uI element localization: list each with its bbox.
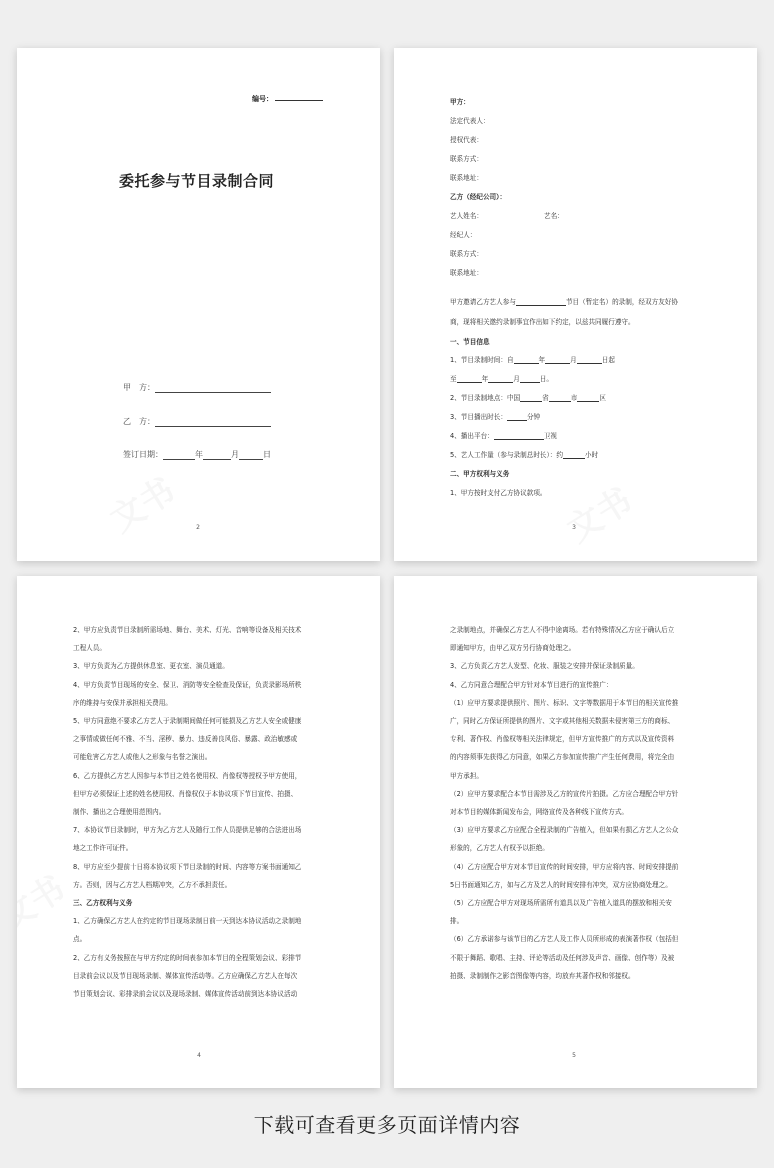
item-text: 市 bbox=[570, 394, 578, 402]
text-line: 即通知甲方，由甲乙双方另行协商处理之。 bbox=[450, 644, 576, 653]
footer-caption: 下载可查看更多页面详情内容 bbox=[253, 1113, 521, 1137]
page-number: 4 bbox=[197, 1052, 201, 1059]
agent-label: 经纪人： bbox=[450, 231, 477, 239]
text-line: 4、乙方同意合理配合甲方针对本节目进行的宣传推广： bbox=[450, 680, 613, 689]
contract-code bbox=[252, 94, 323, 104]
item-text: 2、节目录制地点：中国 bbox=[450, 394, 521, 402]
item-6: 1、甲方按时支付乙方协议款项。 bbox=[450, 489, 547, 497]
year-blank[interactable] bbox=[163, 450, 195, 460]
contact-label-b: 联系方式： bbox=[450, 250, 483, 258]
item-1-end bbox=[450, 375, 553, 383]
item-text: 3、节目播出时长： bbox=[450, 413, 507, 421]
text-line: （5）乙方应配合甲方对现场所需所有道具以及广告植入道具的摆放和相关安 bbox=[450, 899, 672, 907]
text-line: 形象的，乙方艺人有权予以拒绝。 bbox=[450, 844, 549, 853]
item-text: 月 bbox=[513, 375, 520, 383]
text-line: 6、乙方提供乙方艺人因参与本节目之姓名使用权、肖像权等授权予甲方使用， bbox=[73, 771, 302, 780]
code-label: 编号： bbox=[252, 95, 273, 103]
address-label: 联系地址： bbox=[450, 174, 483, 182]
day-blank[interactable] bbox=[239, 450, 263, 460]
sign-date-label: 签订日期： bbox=[123, 450, 163, 459]
item-text: 省 bbox=[542, 394, 549, 402]
item-5 bbox=[450, 451, 598, 459]
item-text: 4、播出平台： bbox=[450, 432, 494, 440]
text-line: 不限于舞蹈、歌唱、主持、评论等活动及任何涉及声音、画像、创作等）及被 bbox=[450, 953, 675, 962]
page-number: 3 bbox=[572, 524, 576, 531]
party-a-heading: 甲方： bbox=[450, 98, 470, 106]
item-text: 月 bbox=[570, 356, 577, 364]
text-line: （6）乙方承诺参与该节目的乙方艺人及工作人员所形成的表演著作权（包括但 bbox=[450, 935, 679, 944]
month-blank[interactable] bbox=[203, 450, 231, 460]
item-text: 1、节目录制时间：自 bbox=[450, 356, 514, 364]
item-4 bbox=[450, 432, 557, 440]
blank[interactable] bbox=[457, 375, 482, 383]
item-text: 至 bbox=[450, 375, 457, 383]
page-5 bbox=[394, 576, 757, 1088]
section-heading: 三、乙方权利与义务 bbox=[73, 899, 133, 907]
blank[interactable] bbox=[494, 432, 544, 440]
party-a-blank[interactable] bbox=[155, 383, 271, 393]
text-line: 的内容须事先获得乙方同意，如果乙方参加宣传推广产生任何费用，将完全由 bbox=[450, 753, 675, 762]
text-line: 序的维持与安保并承担相关费用。 bbox=[73, 698, 172, 707]
item-1 bbox=[450, 356, 615, 364]
text-line: 3、甲方负责为乙方提供休息室、更衣室、演员通道。 bbox=[73, 662, 229, 671]
party-b-row bbox=[123, 416, 271, 427]
party-b-label: 乙 方： bbox=[123, 417, 155, 426]
sign-date-row bbox=[123, 449, 271, 460]
blank[interactable] bbox=[577, 394, 599, 402]
code-blank[interactable] bbox=[275, 100, 323, 101]
party-a-label: 甲 方： bbox=[123, 383, 155, 392]
text-line: 7、本协议节目录制时，甲方为乙方艺人及随行工作人员提供足够的合法进出场 bbox=[73, 826, 302, 835]
blank[interactable] bbox=[549, 394, 571, 402]
year-label: 年 bbox=[195, 450, 203, 459]
text-line: 对本节目的媒体新闻发布会，网络宣传及各种线下宣传方式。 bbox=[450, 808, 629, 816]
text-line: 之事情或做任何不雅、不当、淫秽、暴力、违反善良风俗、暴露、政治敏感或 bbox=[73, 735, 298, 744]
blank[interactable] bbox=[520, 375, 540, 383]
party-b-heading: 乙方（经纪公司）： bbox=[450, 193, 507, 201]
blank[interactable] bbox=[563, 451, 585, 459]
text-line: 3、乙方负责乙方艺人发型、化妆、服装之安排并保证录制质量。 bbox=[450, 662, 639, 671]
item-text: 年 bbox=[538, 356, 546, 364]
text-line: 工程人员。 bbox=[73, 644, 106, 653]
text-line: 方。否则，因与乙方艺人档期冲突，乙方不承担责任。 bbox=[73, 880, 232, 889]
page-number: 5 bbox=[572, 1052, 576, 1059]
blank[interactable] bbox=[520, 394, 542, 402]
page-number: 2 bbox=[196, 524, 200, 531]
item-text: 卫视 bbox=[543, 432, 557, 440]
item-text: 小时 bbox=[585, 451, 599, 459]
auth-rep-label: 授权代表： bbox=[450, 136, 483, 144]
text-line: 1、乙方确保乙方艺人在约定的节目现场录制日前一天到达本协议活动之录制地 bbox=[73, 917, 302, 926]
text-line: 制作、播出之合理使用范围内。 bbox=[73, 808, 166, 816]
stage-name-label: 艺名： bbox=[544, 212, 564, 220]
party-b-blank[interactable] bbox=[155, 417, 271, 427]
text-line: 节目策划会议、彩排录前会议以及现场录制、媒体宣传活动前到达本协议活动 bbox=[73, 990, 298, 998]
legal-rep-label: 法定代表人： bbox=[450, 117, 490, 125]
text-line: （3）应甲方要求乙方应配合全程录制的广告植入，但如果有损乙方艺人之公众 bbox=[450, 826, 679, 835]
program-blank[interactable] bbox=[516, 298, 566, 306]
text-line: 但甲方必须保证上述的姓名使用权、肖像权仅于本协议项下节目宣传、拍摄、 bbox=[73, 789, 298, 798]
watermark bbox=[556, 474, 640, 552]
watermark bbox=[99, 464, 183, 542]
text-line: 5日书面通知乙方，如与乙方及艺人的时间安排有冲突，双方应协商处理之。 bbox=[450, 880, 672, 889]
intro-text: 节目（暂定名）的录制，经双方友好协 bbox=[565, 298, 679, 306]
day-label: 日 bbox=[263, 450, 271, 459]
contact-label: 联系方式： bbox=[450, 155, 483, 163]
text-line: 点。 bbox=[73, 935, 87, 944]
text-line: （2）应甲方要求配合本节目需涉及乙方的宣传片拍摄。乙方应合理配合甲方针 bbox=[450, 789, 679, 798]
intro-text: 甲方邀请乙方艺人参与 bbox=[450, 298, 516, 306]
page-4 bbox=[17, 576, 380, 1088]
item-text: 分钟 bbox=[526, 413, 541, 421]
month-label: 月 bbox=[231, 450, 239, 459]
text-line: 拍摄、录制制作之影音图像等内容，均放弃其著作权和邻接权。 bbox=[450, 971, 635, 980]
text-line: 排。 bbox=[450, 917, 464, 926]
text-line: 8、甲方应至少提前十日将本协议项下节目录制的时间、内容等方案书面通知乙 bbox=[73, 862, 302, 871]
watermark bbox=[17, 862, 73, 940]
page-3 bbox=[394, 48, 757, 561]
party-a-row bbox=[123, 382, 271, 393]
item-text: 区 bbox=[599, 394, 606, 402]
text-line: 可能危害乙方艺人或他人之形象与名誉之演出。 bbox=[73, 753, 212, 762]
text-line: 2、甲方应负责节目录制所需场地、舞台、美术、灯光、音响等设备及相关技术 bbox=[73, 626, 302, 634]
text-line: 5、甲方同意绝不要求乙方艺人于录制期间做任何可能损及乙方艺人安全或健康 bbox=[73, 717, 302, 725]
text-line: 专利、著作权、肖像权等相关法律规定，但甲方宣传推广的方式以及宣传资料 bbox=[450, 735, 675, 744]
item-3 bbox=[450, 413, 540, 421]
text-line: 地之工作许可证件。 bbox=[73, 844, 133, 853]
text-line: （4）乙方应配合甲方对本节目宣传的时间安排，甲方应将内容、时间安排提前 bbox=[450, 862, 679, 871]
blank[interactable] bbox=[488, 375, 513, 383]
text-line: 之录制地点，并确保乙方艺人不得中途离场。若有特殊情况乙方应于确认后立 bbox=[450, 626, 675, 634]
item-text: 年 bbox=[481, 375, 489, 383]
page-2 bbox=[17, 48, 380, 561]
text-line: 2、乙方有义务按照在与甲方约定的时间表参加本节目的全程策划会议、彩排节 bbox=[73, 953, 302, 962]
text-line: 4、甲方负责节目现场的安全、保卫、消防等安全检查及保证，负责录影场所秩 bbox=[73, 680, 302, 689]
blank[interactable] bbox=[545, 356, 570, 364]
item-text: 日。 bbox=[539, 375, 553, 383]
text-line: 甲方承担。 bbox=[450, 771, 483, 780]
blank[interactable] bbox=[507, 413, 527, 421]
item-text: 日起 bbox=[601, 356, 615, 364]
section-heading: 一、节目信息 bbox=[450, 338, 490, 346]
section-heading: 二、甲方权利与义务 bbox=[450, 470, 510, 478]
address-label-b: 联系地址： bbox=[450, 269, 483, 277]
item-text: 5、艺人工作量（参与录制总时长）：约 bbox=[450, 451, 563, 459]
document-title: 委托参与节目录制合同 bbox=[119, 172, 275, 190]
text-line: 目录前会议以及节目现场录制、媒体宣传活动等。乙方应确保乙方艺人在每次 bbox=[73, 971, 298, 980]
intro-line-2: 商，现将相关邀约录制事宜作出如下约定，以兹共同履行遵守。 bbox=[450, 318, 635, 326]
blank[interactable] bbox=[577, 356, 602, 364]
text-line: （1）应甲方要求提供照片、图片、标识、文字等数据用于本节目的相关宣传推 bbox=[450, 698, 679, 707]
intro-line-1 bbox=[450, 298, 678, 306]
text-line: 广，同时乙方保证所提供的图片、文字或其他相关数据未侵害第三方的商标、 bbox=[450, 717, 675, 725]
blank[interactable] bbox=[514, 356, 539, 364]
artist-name-label: 艺人姓名： bbox=[450, 212, 483, 220]
item-2 bbox=[450, 394, 606, 402]
